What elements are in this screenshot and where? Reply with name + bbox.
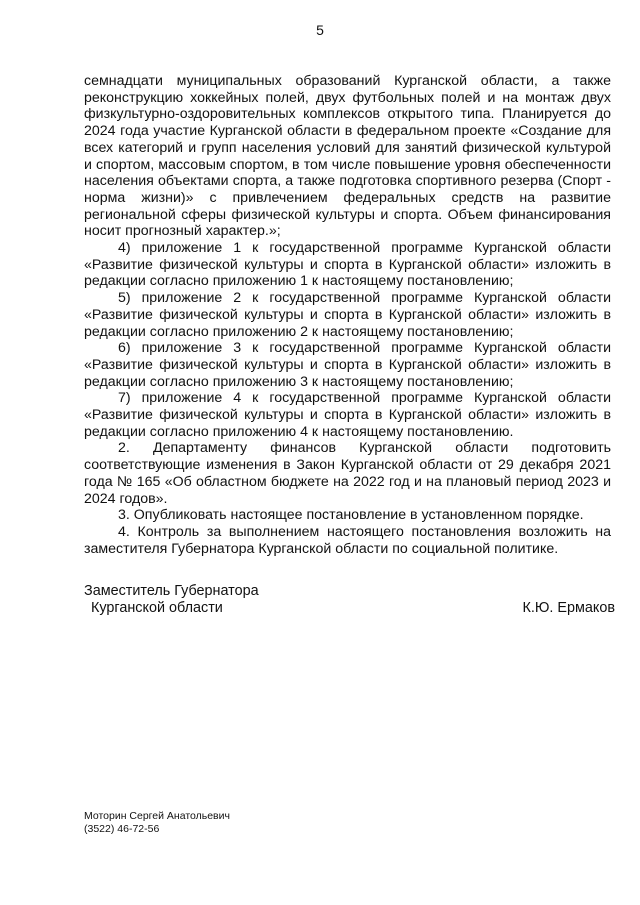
executor-name: Моторин Сергей Анатольевич xyxy=(84,810,230,822)
paragraph-section-4: 4. Контроль за выполнением настоящего постановления возложить на заместителя Губернатора Курганской области по социальной политике. xyxy=(84,523,611,557)
paragraph-item-5: 5) приложение 2 к государственной программе Курганской области «Развитие физической культуры и спорта в Курганской области» изложить в редакции согласно приложению 2 к настоящему постановлению; xyxy=(84,290,611,340)
executor-block xyxy=(84,810,230,836)
paragraph-item-4: 4) приложение 1 к государственной программе Курганской области «Развитие физической культуры и спорта в Курганской области» изложить в редакции согласно приложению 1 к настоящему постановлению; xyxy=(84,240,611,290)
paragraph-continuation: семнадцати муниципальных образований Курганской области, а также реконструкцию хоккейных полей, двух футбольных полей и на монтаж двух физкультурно-оздоровительных комплексов открытого типа. Планируется до 2024 года участие Курганской области в федеральном проекте «Создание для всех категорий и групп населения условий для занятий физической культурой и спортом, массовым спортом, в том числе повышение уровня обеспеченности населения объектами спорта, а также подготовка спортивного резерва (Спорт - норма жизни)» с привлечением федеральных средств на развитие региональной сферы физической культуры и спорта. Объем финансирования носит прогнозный характер.»; xyxy=(84,73,611,240)
page-number: 5 xyxy=(316,22,324,38)
paragraph-section-3: 3. Опубликовать настоящее постановление в установленном порядке. xyxy=(118,507,584,524)
paragraph-item-7: 7) приложение 4 к государственной программе Курганской области «Развитие физической культуры и спорта в Курганской области» изложить в редакции согласно приложению 4 к настоящему постановлению. xyxy=(84,390,611,440)
signatory-name: К.Ю. Ермаков xyxy=(522,600,615,616)
signature-block xyxy=(84,583,615,617)
executor-phone: (3522) 46-72-56 xyxy=(84,823,160,835)
signature-title-line2: Курганской области xyxy=(91,600,223,616)
document-body xyxy=(84,73,611,557)
signature-title-line1: Заместитель Губернатора xyxy=(84,583,259,599)
paragraph-section-2: 2. Департаменту финансов Курганской области подготовить соответствующие изменения в Закон Курганской области от 29 декабря 2021 года № 165 «Об областном бюджете на 2022 год и на плановый период 2023 и 2024 годов». xyxy=(84,440,611,507)
paragraph-item-6: 6) приложение 3 к государственной программе Курганской области «Развитие физической культуры и спорта в Курганской области» изложить в редакции согласно приложению 3 к настоящему постановлению; xyxy=(84,340,611,390)
